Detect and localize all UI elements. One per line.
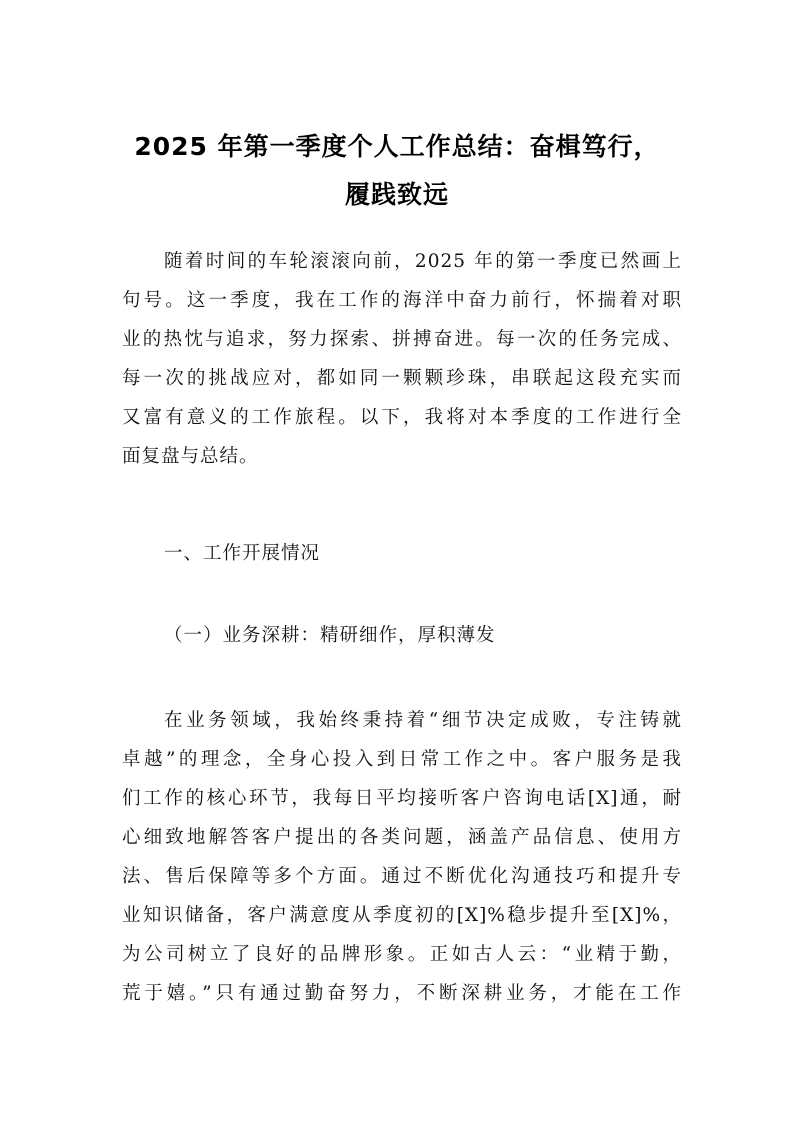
intro-paragraph-line: 又富有意义的工作旅程。以下，我将对本季度的工作进行全: [122, 407, 682, 428]
intro-paragraph-line: 面复盘与总结。: [122, 446, 259, 467]
body-paragraph-line: 卓越”的理念，全身心投入到日常工作之中。客户服务是我: [122, 749, 682, 770]
intro-paragraph-line: 每一次的挑战应对，都如同一颗颗珍珠，串联起这段充实而: [122, 368, 682, 389]
document-title-line-1: 2025 年第一季度个人工作总结：奋楫笃行，: [134, 132, 660, 161]
body-paragraph-line: 法、售后保障等多个方面。通过不断优化沟通技巧和提升专: [122, 866, 682, 887]
section-heading: 一、工作开展情况: [164, 543, 321, 564]
body-paragraph-line: 心细致地解答客户提出的各类问题，涵盖产品信息、使用方: [122, 827, 682, 848]
body-paragraph-line: 们工作的核心环节，我每日平均接听客户咨询电话[X]通，耐: [122, 788, 682, 809]
intro-paragraph-line: 业的热忱与追求，努力探索、拼搏奋进。每一次的任务完成、: [122, 329, 682, 350]
body-paragraph-line: 为公司树立了良好的品牌形象。正如古人云：“业精于勤，: [122, 944, 682, 965]
document-title-line-2: 履践致远: [344, 180, 449, 209]
body-paragraph-line: 荒于嬉。”只有通过勤奋努力，不断深耕业务，才能在工作: [122, 983, 682, 1004]
intro-paragraph-line: 随着时间的车轮滚滚向前，2025 年的第一季度已然画上: [164, 251, 682, 272]
body-paragraph-line: 业知识储备，客户满意度从季度初的[X]%稳步提升至[X]%，: [122, 905, 682, 926]
body-paragraph-line: 在业务领域，我始终秉持着“细节决定成败，专注铸就: [164, 710, 682, 731]
subsection-heading: （一）业务深耕：精研细作，厚积薄发: [164, 625, 496, 646]
intro-paragraph-line: 句号。这一季度，我在工作的海洋中奋力前行，怀揣着对职: [122, 290, 682, 311]
